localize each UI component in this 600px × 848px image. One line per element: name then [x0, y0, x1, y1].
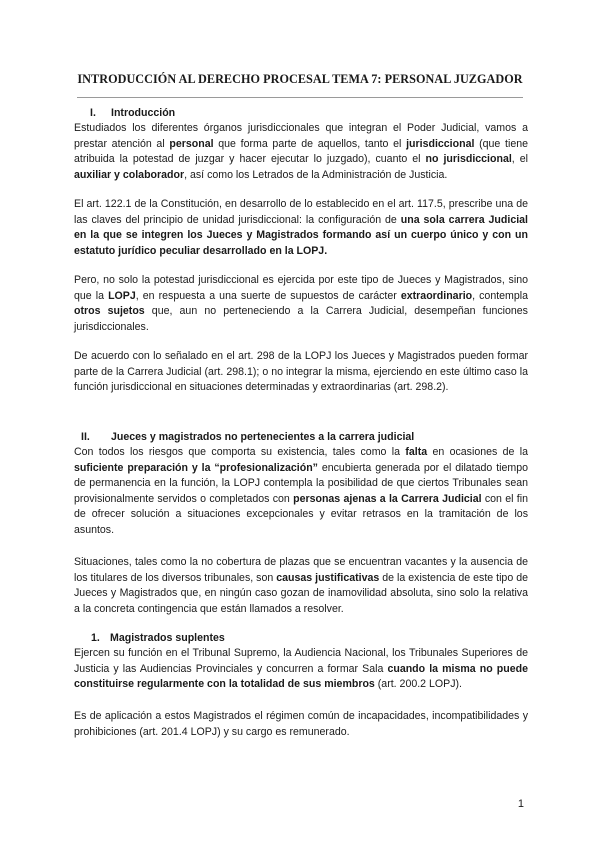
section-number: II. — [81, 431, 90, 443]
paragraph-3: Pero, no solo la potestad jurisdiccional es ejercida por este tipo de Jueces y Magistrados, sino que la LOPJ, en respuesta a una suerte de supuestos de carácter extraordinario, contempla otros sujetos que, aun no perteneciendo a la Carrera Judicial, desempeñan funciones jurisdiccionales. — [74, 274, 529, 333]
section-heading-introduccion — [90, 106, 175, 122]
subsection-title: Magistrados suplentes — [110, 632, 225, 644]
section-heading-jueces-no-carrera — [81, 430, 414, 446]
subsection-heading-magistrados-suplentes — [91, 631, 225, 647]
paragraph-8: Es de aplicación a estos Magistrados el régimen común de incapacidades, incompatibilidades y prohibiciones (art. 201.4 LOPJ) y su cargo es remunerado. — [74, 710, 528, 738]
paragraph-7: Ejercen su función en el Tribunal Supremo, la Audiencia Nacional, los Tribunales Superiores de Justicia y las Audiencias Provinciales y concurren a formar Sala cuando la misma no puede constituirse regularmente con la totalidad de sus miembros (art. 200.2 LOPJ). — [74, 647, 528, 691]
paragraph-5: Con todos los riesgos que comporta su existencia, tales como la falta en ocasiones de la suficiente preparación y la “profesionalización” encubierta generada por el dilatado tiempo de permanencia en la función, la LOPJ contempla la posibilidad de que ciertos Tribunales sean provisionalmente servidos o completados con personas ajenas a la Carrera Judicial con el fin de ofrecer solución a situaciones excepcionales y evitar retrasos en la tramitación de los asuntos. — [74, 446, 528, 536]
section-title: Introducción — [111, 107, 176, 119]
paragraph-6: Situaciones, tales como la no cobertura de plazas que se encuentran vacantes y la ausencia de los titulares de los diversos tribunales, son causas justificativas de la existencia de este tipo de Jueces y Magistrados que, en ningún caso gozan de inamovilidad absoluta, sino solo la relativa a la concreta contingencia que están llamados a resolver. — [74, 556, 528, 615]
paragraph-4: De acuerdo con lo señalado en el art. 298 de la LOPJ los Jueces y Magistrados pueden formar parte de la Carrera Judicial (art. 298.1); o no integrar la misma, ejerciendo en este último caso la función jurisdiccional en situaciones determinadas y extraordinarias (art. 298.2). — [74, 350, 528, 394]
page-number: 1 — [517, 798, 524, 810]
title-divider — [77, 97, 523, 98]
document-title: INTRODUCCIÓN AL DERECHO PROCESAL TEMA 7: PERSONAL JUZGADOR — [77, 72, 523, 86]
section-title: Jueces y magistrados no pertenecientes a la carrera judicial — [111, 431, 415, 443]
paragraph-2: El art. 122.1 de la Constitución, en desarrollo de lo establecido en el art. 117.5, prescribe una de las claves del principio de unidad jurisdiccional: la configuración de una sola carrera Judicial en la que se integren los Jueces y Magistrados formando así un cuerpo único y con un estatuto jurídico peculiar desarrollado en la LOPJ. — [74, 198, 528, 257]
paragraph-1: Estudiados los diferentes órganos jurisdiccionales que integran el Poder Judicial, vamos a prestar atención al personal que forma parte de aquellos, tanto el jurisdiccional (que tiene atribuida la potestad de juzgar y hacer ejecutar lo juzgado), cuanto el no jurisdiccional, el auxiliar y colaborador, así como los Letrados de la Administración de Justicia. — [74, 122, 528, 181]
subsection-number: 1. — [91, 632, 100, 644]
section-number: I. — [90, 107, 96, 119]
